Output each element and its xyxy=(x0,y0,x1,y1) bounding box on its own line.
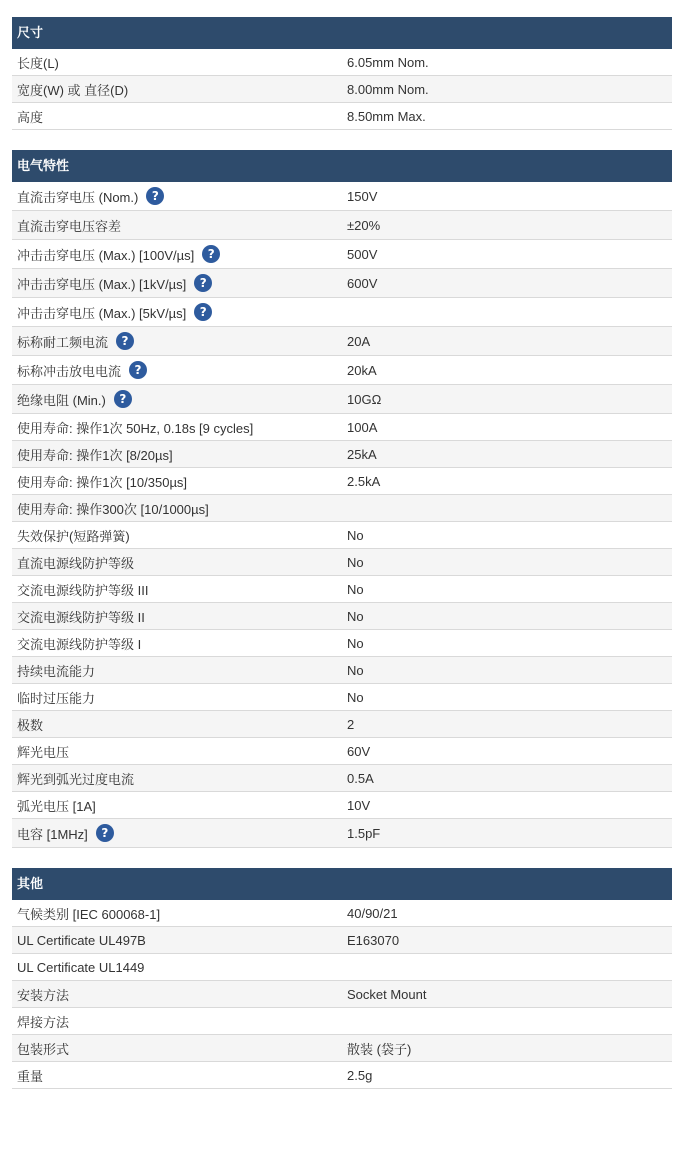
row-value: Socket Mount xyxy=(347,986,427,1002)
row-label: 交流电源线防护等级 I xyxy=(17,636,142,652)
table-row xyxy=(12,954,672,981)
table-row xyxy=(12,522,672,549)
table-row xyxy=(12,738,672,765)
table-row xyxy=(12,1035,672,1062)
row-label: 失效保护(短路弹簧) xyxy=(17,528,130,544)
row-value: 40/90/21 xyxy=(347,905,398,921)
table-row xyxy=(12,684,672,711)
row-label: UL Certificate UL1449 xyxy=(17,959,145,975)
row-label: 辉光电压 xyxy=(17,744,70,760)
row-label: 电容 [1MHz] xyxy=(17,826,88,842)
row-label: 标称耐工频电流 xyxy=(17,334,109,350)
table-row xyxy=(12,468,672,495)
row-label: 使用寿命: 操作1次 [8/20µs] xyxy=(17,447,173,463)
row-label: 弧光电压 [1A] xyxy=(17,798,96,814)
help-icon[interactable] xyxy=(194,274,212,292)
help-icon[interactable] xyxy=(96,824,114,842)
row-value: E163070 xyxy=(347,932,400,948)
table-row xyxy=(12,495,672,522)
table-row xyxy=(12,327,672,356)
row-value: ±20% xyxy=(347,217,381,233)
row-value: No xyxy=(347,554,364,570)
row-value: 6.05mm Nom. xyxy=(347,54,429,70)
row-label: 冲击击穿电压 (Max.) [100V/µs] xyxy=(17,247,195,263)
table-row xyxy=(12,711,672,738)
row-value: No xyxy=(347,527,364,543)
table-row xyxy=(12,576,672,603)
row-value: 2.5g xyxy=(347,1067,373,1083)
row-label: 极数 xyxy=(17,717,44,733)
row-label: 持续电流能力 xyxy=(17,663,96,679)
row-label: 使用寿命: 操作300次 [10/1000µs] xyxy=(17,501,209,517)
row-label: UL Certificate UL497B xyxy=(17,932,146,948)
table-row xyxy=(12,103,672,130)
row-label: 使用寿命: 操作1次 50Hz, 0.18s [9 cycles] xyxy=(17,420,254,436)
table-row xyxy=(12,792,672,819)
spec-container xyxy=(12,0,672,1089)
table-row xyxy=(12,211,672,240)
help-icon[interactable] xyxy=(114,390,132,408)
section-title: 尺寸 xyxy=(12,17,672,49)
row-label: 交流电源线防护等级 III xyxy=(17,582,149,598)
help-icon[interactable] xyxy=(146,187,164,205)
row-value: 8.00mm Nom. xyxy=(347,81,429,97)
row-label: 重量 xyxy=(17,1068,44,1084)
row-label: 直流击穿电压容差 xyxy=(17,218,122,234)
row-label: 包装形式 xyxy=(17,1041,70,1057)
section-title: 电气特性 xyxy=(12,150,672,182)
table-row xyxy=(12,1008,672,1035)
row-value: 25kA xyxy=(347,446,377,462)
row-value: 8.50mm Max. xyxy=(347,108,426,124)
row-value: 2 xyxy=(347,716,355,732)
table-row xyxy=(12,385,672,414)
table-row xyxy=(12,981,672,1008)
row-label: 临时过压能力 xyxy=(17,690,96,706)
row-label: 使用寿命: 操作1次 [10/350µs] xyxy=(17,474,188,490)
row-value: 10V xyxy=(347,797,371,813)
table-row xyxy=(12,269,672,298)
table-row xyxy=(12,182,672,211)
row-value: No xyxy=(347,662,364,678)
row-value: 0.5A xyxy=(347,770,374,786)
row-label: 冲击击穿电压 (Max.) [1kV/µs] xyxy=(17,276,187,292)
table-row xyxy=(12,765,672,792)
row-label: 长度(L) xyxy=(17,55,59,71)
row-value: 500V xyxy=(347,246,378,262)
table-row xyxy=(12,298,672,327)
row-label: 气候类别 [IEC 600068-1] xyxy=(17,906,161,922)
table-row xyxy=(12,1062,672,1089)
row-label: 辉光到弧光过度电流 xyxy=(17,771,135,787)
section-dimensions xyxy=(12,17,672,130)
row-value: No xyxy=(347,608,364,624)
row-value: 150V xyxy=(347,188,378,204)
table-row xyxy=(12,549,672,576)
row-value: 20kA xyxy=(347,362,377,378)
table-row xyxy=(12,414,672,441)
row-label: 高度 xyxy=(17,109,44,125)
row-label: 焊接方法 xyxy=(17,1014,70,1030)
table-row xyxy=(12,819,672,848)
row-value: 2.5kA xyxy=(347,473,381,489)
row-value: No xyxy=(347,581,364,597)
table-row xyxy=(12,76,672,103)
help-icon[interactable] xyxy=(116,332,134,350)
row-value: 600V xyxy=(347,275,378,291)
table-row xyxy=(12,900,672,927)
row-label: 直流电源线防护等级 xyxy=(17,555,135,571)
row-value: 散装 (袋子) xyxy=(347,1041,412,1057)
section-electrical xyxy=(12,150,672,848)
table-row xyxy=(12,240,672,269)
row-label: 绝缘电阻 (Min.) xyxy=(17,392,106,408)
row-value: 20A xyxy=(347,333,371,349)
help-icon[interactable] xyxy=(129,361,147,379)
row-value: 1.5pF xyxy=(347,825,381,841)
help-icon[interactable] xyxy=(202,245,220,263)
table-row xyxy=(12,49,672,76)
row-label: 交流电源线防护等级 II xyxy=(17,609,145,625)
row-value: No xyxy=(347,635,364,651)
table-row xyxy=(12,356,672,385)
table-row xyxy=(12,441,672,468)
row-label: 直流击穿电压 (Nom.) xyxy=(17,189,139,205)
table-row xyxy=(12,603,672,630)
table-row xyxy=(12,927,672,954)
row-value: 10GΩ xyxy=(347,391,382,407)
section-title: 其他 xyxy=(12,868,672,900)
section-other xyxy=(12,868,672,1089)
row-label: 标称冲击放电电流 xyxy=(17,363,122,379)
row-label: 宽度(W) 或 直径(D) xyxy=(17,82,129,98)
row-label: 冲击击穿电压 (Max.) [5kV/µs] xyxy=(17,305,187,321)
help-icon[interactable] xyxy=(194,303,212,321)
row-label: 安装方法 xyxy=(17,987,70,1003)
row-value: 100A xyxy=(347,419,378,435)
row-value: No xyxy=(347,689,364,705)
table-row xyxy=(12,657,672,684)
table-row xyxy=(12,630,672,657)
row-value: 60V xyxy=(347,743,371,759)
